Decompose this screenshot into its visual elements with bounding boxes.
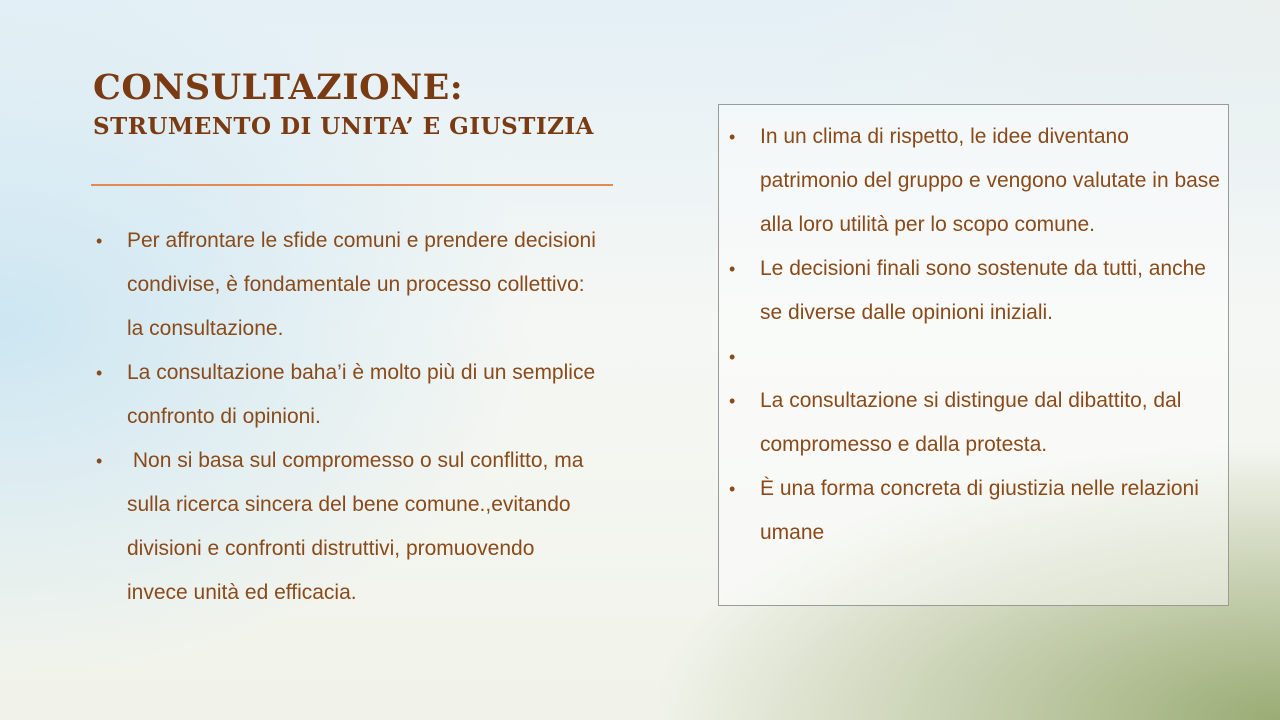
bullet-text: È una forma concreta di giustizia nelle relazioni umane bbox=[760, 477, 1199, 544]
right-bullet-list bbox=[729, 115, 1224, 555]
title-subtitle: STRUMENTO DI UNITA’ E GIUSTIZIA bbox=[93, 113, 594, 140]
bullet-icon: • bbox=[729, 391, 736, 411]
list-item bbox=[96, 439, 596, 615]
bullet-icon: • bbox=[729, 347, 736, 367]
left-bullet-list bbox=[96, 219, 596, 615]
list-item bbox=[729, 247, 1224, 335]
bullet-icon: • bbox=[96, 451, 103, 471]
bullet-text: In un clima di rispetto, le idee diventano patrimonio del gruppo e vengono valutate in base alla loro utilità per lo scopo comune. bbox=[760, 125, 1220, 236]
list-item bbox=[729, 379, 1224, 467]
title-underline bbox=[91, 184, 613, 186]
bullet-text: Per affrontare le sfide comuni e prendere decisioni condivise, è fondamentale un processo collettivo: la consultazione. bbox=[127, 229, 596, 340]
bullet-icon: • bbox=[96, 363, 103, 383]
bullet-text: Le decisioni finali sono sostenute da tutti, anche se diverse dalle opinioni iniziali. bbox=[760, 257, 1206, 324]
bullet-text: Non si basa sul compromesso o sul conflitto, ma sulla ricerca sincera del bene comune.,evitando divisioni e confronti distruttivi, promuovendo invece unità ed efficacia. bbox=[127, 449, 590, 604]
bullet-icon: • bbox=[729, 127, 736, 147]
bullet-text: La consultazione si distingue dal dibattito, dal compromesso e dalla protesta. bbox=[760, 389, 1182, 456]
bullet-icon: • bbox=[729, 259, 736, 279]
left-content bbox=[96, 219, 596, 615]
bullet-text: La consultazione baha’i è molto più di un semplice confronto di opinioni. bbox=[127, 361, 596, 428]
bullet-icon: • bbox=[96, 231, 103, 251]
bullet-icon: • bbox=[729, 479, 736, 499]
list-item bbox=[96, 351, 596, 439]
list-item bbox=[729, 335, 1224, 379]
list-item bbox=[729, 467, 1224, 555]
right-text-box bbox=[718, 104, 1229, 606]
title-main: CONSULTAZIONE: bbox=[93, 67, 464, 108]
list-item bbox=[96, 219, 596, 351]
slide-title bbox=[93, 66, 613, 143]
list-item bbox=[729, 115, 1224, 247]
